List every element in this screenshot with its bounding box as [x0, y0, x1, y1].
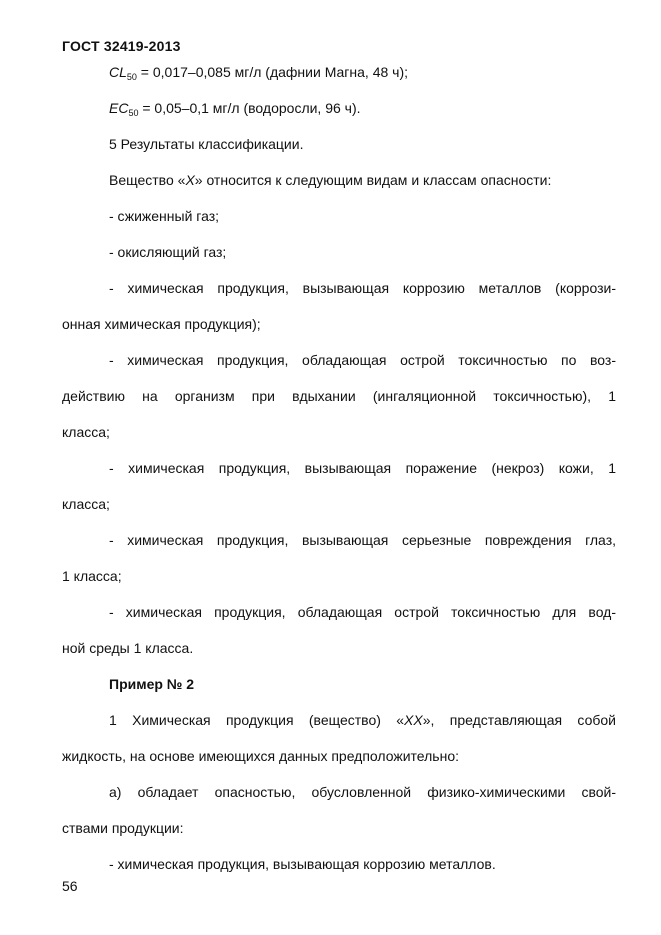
list-item-continuation: ной среды 1 класса. — [62, 640, 194, 656]
text-span: », представляющая собой — [422, 712, 616, 728]
ec-symbol: EC — [109, 100, 129, 116]
text-span: » относится к следующим видам и классам опасности: — [194, 172, 552, 188]
list-item-continuation: 1 класса; — [62, 568, 122, 584]
list-item: - химическая продукция, обладающая острой токсичностью для вод- — [109, 604, 616, 620]
cl50-line — [109, 63, 616, 83]
list-item: - химическая продукция, вызывающая поражение (некроз) кожи, 1 — [109, 460, 616, 476]
list-item-continuation: класса; — [62, 496, 110, 512]
list-item-continuation: класса; — [62, 424, 110, 440]
list-item: - окисляющий газ; — [109, 244, 227, 260]
ec50-line — [109, 99, 616, 119]
list-item: - химическая продукция, вызывающая серьезные повреждения глаз, — [109, 532, 616, 548]
substance-name: X — [185, 172, 195, 188]
paragraph-line — [109, 711, 616, 729]
cl-symbol: CL — [109, 64, 127, 80]
cl-subscript: 50 — [126, 72, 137, 82]
list-item: - химическая продукция, вызывающая коррозию металлов (коррози- — [109, 280, 616, 296]
list-item: - химическая продукция, вызывающая коррозию металлов. — [109, 856, 496, 872]
paragraph-continuation: жидкость, на основе имеющихся данных предположительно: — [62, 748, 459, 764]
list-item: - сжиженный газ; — [109, 208, 220, 224]
list-item: - химическая продукция, обладающая острой токсичностью по воз- — [109, 352, 616, 368]
paragraph-line — [109, 171, 616, 189]
paragraph-line: а) обладает опасностью, обусловленной физико-химическими свой- — [109, 784, 616, 800]
section-heading: 5 Результаты классификации. — [109, 136, 304, 152]
text-span: 1 Химическая продукция (вещество) « — [109, 712, 405, 728]
paragraph-continuation: ствами продукции: — [62, 820, 184, 836]
list-item-continuation: действию на организм при вдыхании (ингаляционной токсичностью), 1 — [62, 388, 616, 404]
text-span: Вещество « — [109, 172, 186, 188]
cl-value: = 0,017–0,085 мг/л (дафнии Магна, 48 ч); — [136, 64, 409, 80]
substance-name: XX — [404, 712, 423, 728]
ec-subscript: 50 — [128, 108, 139, 118]
document-header: ГОСТ 32419-2013 — [62, 38, 181, 54]
ec-value: = 0,05–0,1 мг/л (водоросли, 96 ч). — [138, 100, 361, 116]
example-heading: Пример № 2 — [109, 676, 195, 692]
page-number: 56 — [62, 878, 78, 894]
list-item-continuation: онная химическая продукция); — [62, 316, 261, 332]
